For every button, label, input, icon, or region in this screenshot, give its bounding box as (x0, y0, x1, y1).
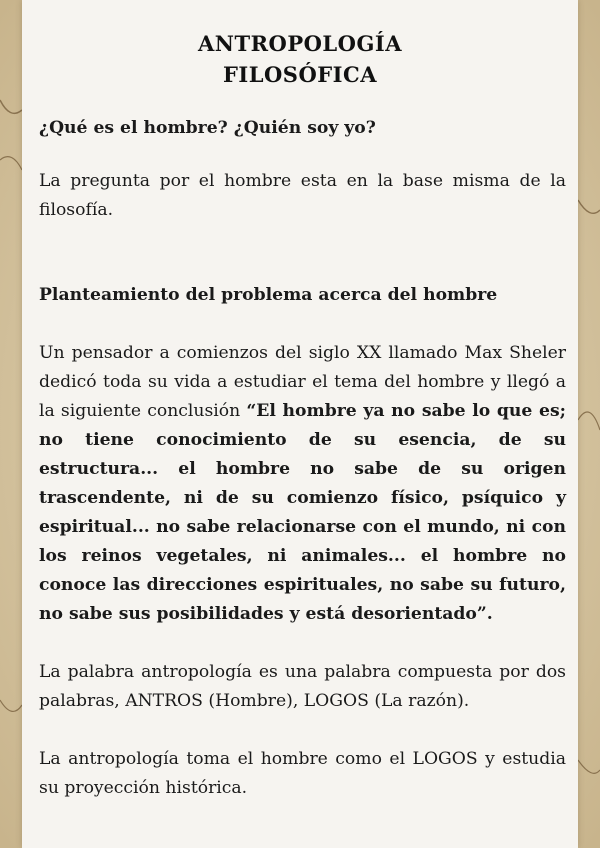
scheler-intro-text: Un pensador a comienzos del siglo XX llamado Max Sheler dedicó toda su vida a estudiar el tema del hombre y llegó a la siguiente conclusión (39, 343, 566, 421)
title-line-1: ANTROPOLOGÍA (197, 31, 403, 56)
question-heading: ¿Qué es el hombre? ¿Quién soy yo? (39, 118, 376, 138)
intro-paragraph: La pregunta por el hombre esta en la base misma de la filosofía. (39, 171, 566, 220)
scheler-paragraph (39, 339, 566, 629)
logos-paragraph: La antropología toma el hombre como el LOGOS y estudia su proyección histórica. (39, 749, 566, 798)
document-body (39, 114, 566, 803)
document-title (0, 28, 600, 90)
scheler-quote: “El hombre ya no sabe lo que es; no tiene conocimiento de su esencia, de su estructura... el hombre no sabe de su origen trascendente, ni de su comienzo físico, psíquico y espiritual... no sabe relacionarse con el mundo, ni con los reinos vegetales, ni animales... el hombre no conoce las direcciones espirituales, no sabe su futuro, no sabe sus posibilidades y está desorientado”. (39, 401, 566, 624)
title-line-2: FILOSÓFICA (223, 62, 377, 87)
etymology-paragraph: La palabra antropología es una palabra compuesta por dos palabras, ANTROS (Hombre), LOGOS (La razón). (39, 662, 566, 711)
section-heading: Planteamiento del problema acerca del hombre (39, 285, 498, 305)
